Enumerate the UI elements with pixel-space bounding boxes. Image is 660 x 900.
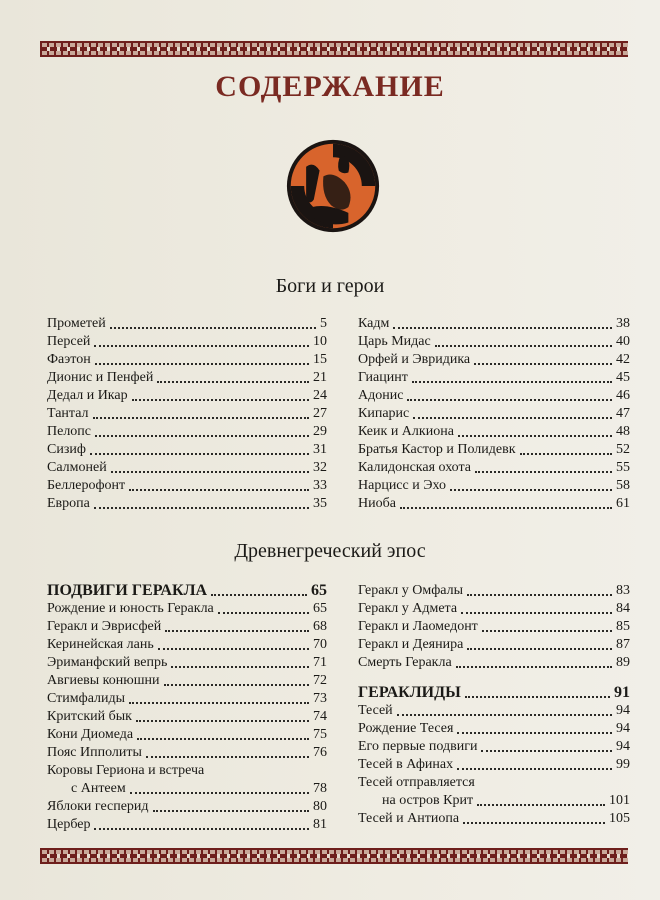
toc-entry[interactable]: Рождение и юность Геракла 65: [47, 601, 327, 616]
toc-entry[interactable]: Рождение Тесея 94: [358, 721, 630, 736]
toc-entry[interactable]: Керинейская лань 70: [47, 637, 327, 652]
toc-heading-heraclids[interactable]: ГЕРАКЛИДЫ 91: [358, 684, 630, 701]
toc-entry[interactable]: Беллерофонт 33: [47, 478, 327, 493]
toc-entry[interactable]: Критский бык 74: [47, 709, 327, 724]
toc-entry[interactable]: Прометей 5: [47, 316, 327, 331]
toc-entry[interactable]: Стимфалиды 73: [47, 691, 327, 706]
toc-entry[interactable]: Братья Кастор и Полидевк 52: [358, 442, 630, 457]
toc-entry[interactable]: Тантал 27: [47, 406, 327, 421]
toc-heading-heracles[interactable]: ПОДВИГИ ГЕРАКЛА 65: [47, 582, 327, 599]
toc-entry[interactable]: Геракл у Адмета 84: [358, 601, 630, 616]
toc-entry-line2[interactable]: на остров Крит 101: [382, 793, 630, 808]
greek-red-figure-plate-icon: [285, 138, 381, 234]
toc-entry[interactable]: Кипарис 47: [358, 406, 630, 421]
toc-entry[interactable]: Дедал и Икар 24: [47, 388, 327, 403]
toc-entry[interactable]: Царь Мидас 40: [358, 334, 630, 349]
toc-entry[interactable]: Его первые подвиги 94: [358, 739, 630, 754]
toc-entry[interactable]: Пелопс 29: [47, 424, 327, 439]
toc-column-epic-left: [47, 580, 327, 834]
toc-entry[interactable]: Эриманфский вепрь 71: [47, 655, 327, 670]
toc-entry[interactable]: Фаэтон 15: [47, 352, 327, 367]
toc-entry[interactable]: Персей 10: [47, 334, 327, 349]
toc-entry[interactable]: Кадм 38: [358, 316, 630, 331]
greek-key-border-bottom: [40, 848, 628, 864]
toc-entry[interactable]: Яблоки гесперид 80: [47, 799, 327, 814]
toc-entry[interactable]: Ниоба 61: [358, 496, 630, 511]
page-title: СОДЕРЖАНИЕ: [215, 70, 445, 103]
toc-entry[interactable]: Калидонская охота 55: [358, 460, 630, 475]
toc-entry[interactable]: Кеик и Алкиона 48: [358, 424, 630, 439]
toc-entry[interactable]: Кони Диомеда 75: [47, 727, 327, 742]
greek-key-border-top: [40, 41, 628, 57]
toc-entry[interactable]: Геракл у Омфалы 83: [358, 583, 630, 598]
toc-column-epic-right: [358, 582, 630, 828]
toc-entry[interactable]: Адонис 46: [358, 388, 630, 403]
toc-entry-line2[interactable]: с Антеем 78: [71, 781, 327, 796]
toc-entry[interactable]: Тесей и Антиопа 105: [358, 811, 630, 826]
toc-entry[interactable]: Цербер 81: [47, 817, 327, 832]
toc-entry[interactable]: Сизиф 31: [47, 442, 327, 457]
toc-entry[interactable]: Геракл и Эврисфей 68: [47, 619, 327, 634]
toc-entry[interactable]: Тесей в Афинах 99: [358, 757, 630, 772]
toc-entry[interactable]: Тесей 94: [358, 703, 630, 718]
section-title-gods-heroes: Боги и герои: [275, 275, 385, 297]
section-title-greek-epic: Древнегреческий эпос: [234, 540, 426, 562]
toc-column-gods-right: [358, 315, 630, 513]
toc-entry[interactable]: Орфей и Эвридика 42: [358, 352, 630, 367]
toc-entry[interactable]: Европа 35: [47, 496, 327, 511]
toc-entry-line1[interactable]: Коровы Гериона и встреча: [47, 763, 205, 778]
toc-entry[interactable]: Геракл и Деянира 87: [358, 637, 630, 652]
toc-entry[interactable]: Салмоней 32: [47, 460, 327, 475]
toc-entry[interactable]: Смерть Геракла 89: [358, 655, 630, 670]
toc-entry[interactable]: Геракл и Лаомедонт 85: [358, 619, 630, 634]
toc-entry-line1[interactable]: Тесей отправляется: [358, 775, 475, 790]
toc-entry[interactable]: Пояс Ипполиты 76: [47, 745, 327, 760]
toc-entry[interactable]: Авгиевы конюшни 72: [47, 673, 327, 688]
toc-entry[interactable]: Нарцисс и Эхо 58: [358, 478, 630, 493]
toc-entry[interactable]: Дионис и Пенфей 21: [47, 370, 327, 385]
toc-column-gods-left: [47, 315, 327, 513]
toc-entry[interactable]: Гиацинт 45: [358, 370, 630, 385]
